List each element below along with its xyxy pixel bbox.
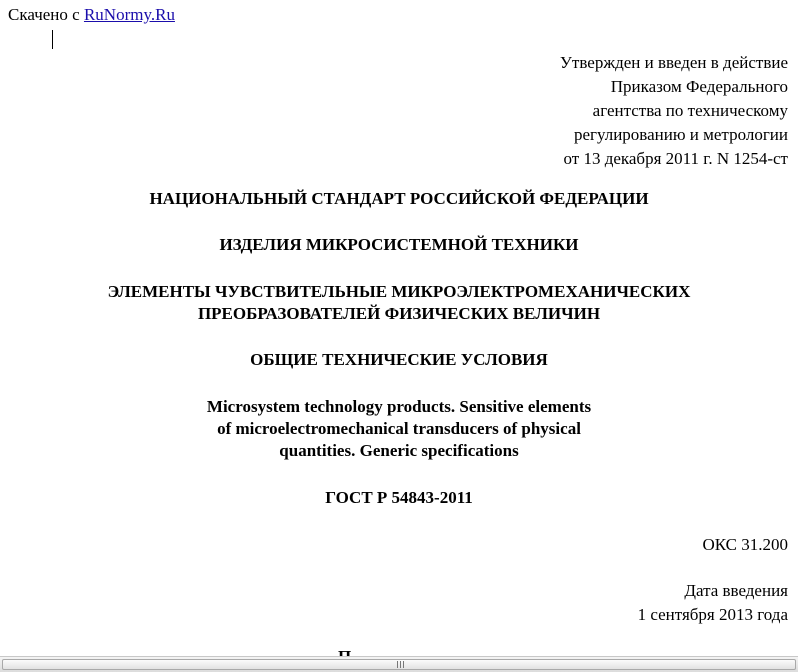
elements-heading-line: ЭЛЕМЕНТЫ ЧУВСТВИТЕЛЬНЫЕ МИКРОЭЛЕКТРОМЕХАНИЧЕСКИХ <box>107 282 691 301</box>
text-cursor <box>52 30 53 49</box>
national-standard-heading: НАЦИОНАЛЬНЫЙ СТАНДАРТ РОССИЙСКОЙ ФЕДЕРАЦИИ <box>149 189 649 208</box>
approval-line: агентства по техническому <box>592 101 788 120</box>
english-title-line: Microsystem technology products. Sensitive elements <box>206 397 592 416</box>
introduction-date: 1 сентября 2013 года <box>637 605 788 624</box>
approval-line: Утвержден и введен в действие <box>559 53 788 72</box>
introduction-label: Дата введения <box>684 581 788 600</box>
oks-code: ОКС 31.200 <box>702 535 788 554</box>
product-group-heading: ИЗДЕЛИЯ МИКРОСИСТЕМНОЙ ТЕХНИКИ <box>219 235 579 254</box>
approval-block <box>560 51 788 171</box>
general-conditions-heading: ОБЩИЕ ТЕХНИЧЕСКИЕ УСЛОВИЯ <box>250 350 548 369</box>
english-title-line: of microelectromechanical transducers of physical <box>217 419 581 438</box>
elements-heading <box>0 281 798 325</box>
source-line <box>8 5 175 25</box>
elements-heading-line: ПРЕОБРАЗОВАТЕЛЕЙ ФИЗИЧЕСКИХ ВЕЛИЧИН <box>197 304 601 323</box>
grip-icon <box>397 661 406 668</box>
source-prefix: Скачено с <box>8 5 80 24</box>
runormy-link[interactable]: RuNormy.Ru <box>83 5 175 24</box>
gost-number: ГОСТ Р 54843-2011 <box>325 488 473 507</box>
approval-line: Приказом Федерального <box>610 77 788 96</box>
horizontal-scrollbar[interactable] <box>0 656 798 672</box>
approval-line: регулированию и метрологии <box>573 125 788 144</box>
english-title <box>0 396 798 462</box>
introduction-date-block <box>638 579 788 627</box>
english-title-line: quantities. Generic specifications <box>279 441 519 460</box>
scrollbar-thumb[interactable] <box>2 659 796 670</box>
approval-line: от 13 декабря 2011 г. N 1254-ст <box>563 149 788 168</box>
